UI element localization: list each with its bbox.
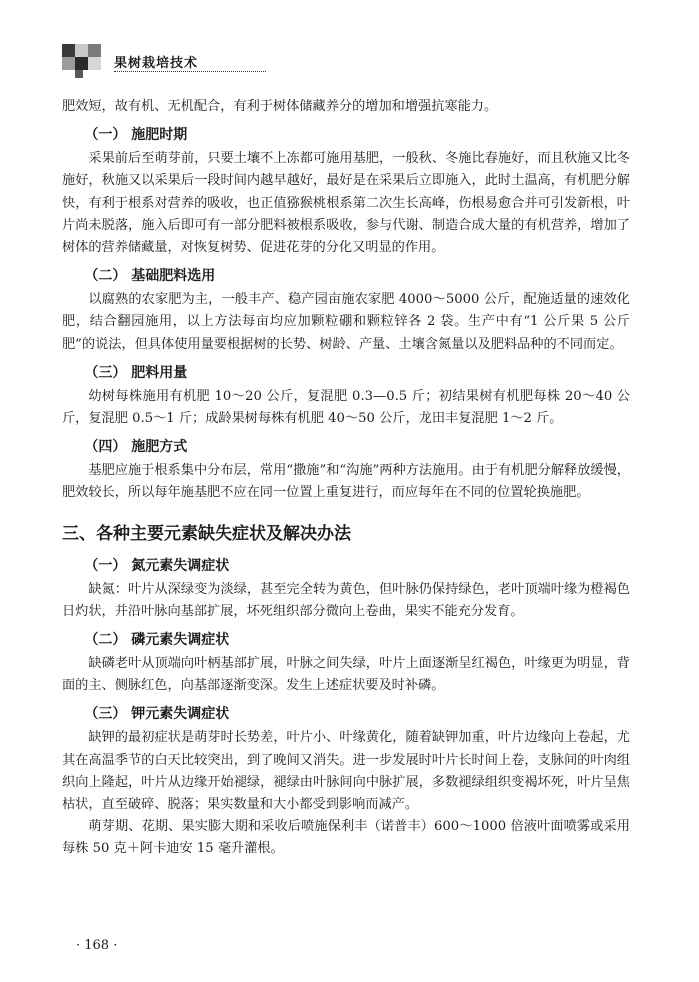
heading-nitrogen: （一） 氮元素失调症状 — [84, 557, 230, 574]
section-heading-deficiency: 三、各种主要元素缺失症状及解决办法 — [62, 523, 351, 544]
page-number: · 168 · — [76, 938, 118, 953]
running-title: 果树栽培技术 — [114, 56, 199, 71]
paragraph-phosphorus: 缺磷老叶从顶端向叶柄基部扩展，叶脉之间失绿，叶片上面逐渐呈红褐色，叶缘更为明显，背面的主、侧脉红色，向基部逐渐变深。发生上述症状要及时补磷。 — [62, 656, 630, 694]
heading-fertilizer-amount: （三） 肥料用量 — [84, 364, 188, 381]
heading-phosphorus: （二） 磷元素失调症状 — [84, 632, 230, 649]
paragraph-fertilization-method: 基肥应施于根系集中分布层，常用“撒施”和“沟施”两种方法施用。由于有机肥分解释放缓慢，肥效较长，所以每年施基肥不应在同一位置上重复进行，而应每年在不同的位置轮换施肥。 — [62, 463, 630, 501]
paragraph-potassium-remedy: 萌芽期、花期、果实膨大期和采收后喷施保利丰（诺普丰）600～1000 倍液叶面喷雾或采用每株 50 克＋阿卡迪安 15 毫升灌根。 — [62, 819, 630, 857]
paragraph-base-fertilizer: 以腐熟的农家肥为主，一般丰产、稳产园亩施农家肥 4000～5000 公斤，配施适量的速效化肥，结合翻园施用，以上方法每亩均应加颗粒硼和颗粒锌各 2 袋。生产中有“1 公斤果 5 公斤肥”的说法，但具体使用量要根据树的长势、树龄、产量、土壤含氮量以及肥料品种的不同而定。 — [62, 292, 630, 352]
heading-fertilization-method: （四） 施肥方式 — [84, 439, 188, 456]
paragraph-fertilizer-amount: 幼树每株施用有机肥 10～20 公斤，复混肥 0.3—0.5 斤；初结果树有机肥每株 20～40 公斤，复混肥 0.5～1 斤；成龄果树每株有机肥 40～50 公斤，龙田丰复混肥 1～2 斤。 — [62, 388, 630, 427]
header-checker-logo-icon — [62, 44, 104, 78]
paragraph-fertilization-timing: 采果前后至萌芽前，只要土壤不上冻都可施用基肥，一般秋、冬施比春施好，而且秋施又比冬施好，秋施又以采果后一段时间内越早越好，最好是在采果后立即施入，此时土温高，有机肥分解快，有利于根系对营养的吸收，也正值猕猴桃根系第二次生长高峰，伤根易愈合并可引发新根，叶片尚未脱落，施入后即可有一部分肥料被根系吸收，参与代谢、制造合成大量的有机营养，增加了树体的营养储藏量，对恢复树势、促进花芽的分化又明显的作用。 — [62, 151, 630, 256]
heading-fertilization-timing: （一） 施肥时期 — [84, 127, 188, 144]
paragraph-nitrogen: 缺氮：叶片从深绿变为淡绿，甚至完全转为黄色，但叶脉仍保持绿色，老叶顶端叶缘为橙褐色日灼状，并沿叶脉向基部扩展，坏死组织部分微向上卷曲，果实不能充分发育。 — [62, 581, 630, 619]
page-body — [62, 96, 630, 861]
paragraph-potassium: 缺钾的最初症状是萌芽时长势差，叶片小、叶缘黄化，随着缺钾加重，叶片边缘向上卷起，尤其在高温季节的白天比较突出，到了晚间又消失。进一步发展时叶片长时间上卷，支脉间的叶肉组织向上隆起，叶片从边缘开始褪绿，褪绿由叶脉间向中脉扩展，多数褪绿组织变褐坏死，叶片呈焦枯状，直至破碎、脱落；果实数量和大小都受到影响而减产。 — [62, 730, 630, 813]
header-dotted-rule — [114, 71, 266, 72]
heading-base-fertilizer: （二） 基础肥料选用 — [84, 268, 216, 285]
intro-paragraph: 肥效短，故有机、无机配合，有利于树体储藏养分的增加和增强抗寒能力。 — [62, 99, 498, 114]
page-header — [62, 44, 622, 78]
heading-potassium: （三） 钾元素失调症状 — [84, 706, 230, 723]
